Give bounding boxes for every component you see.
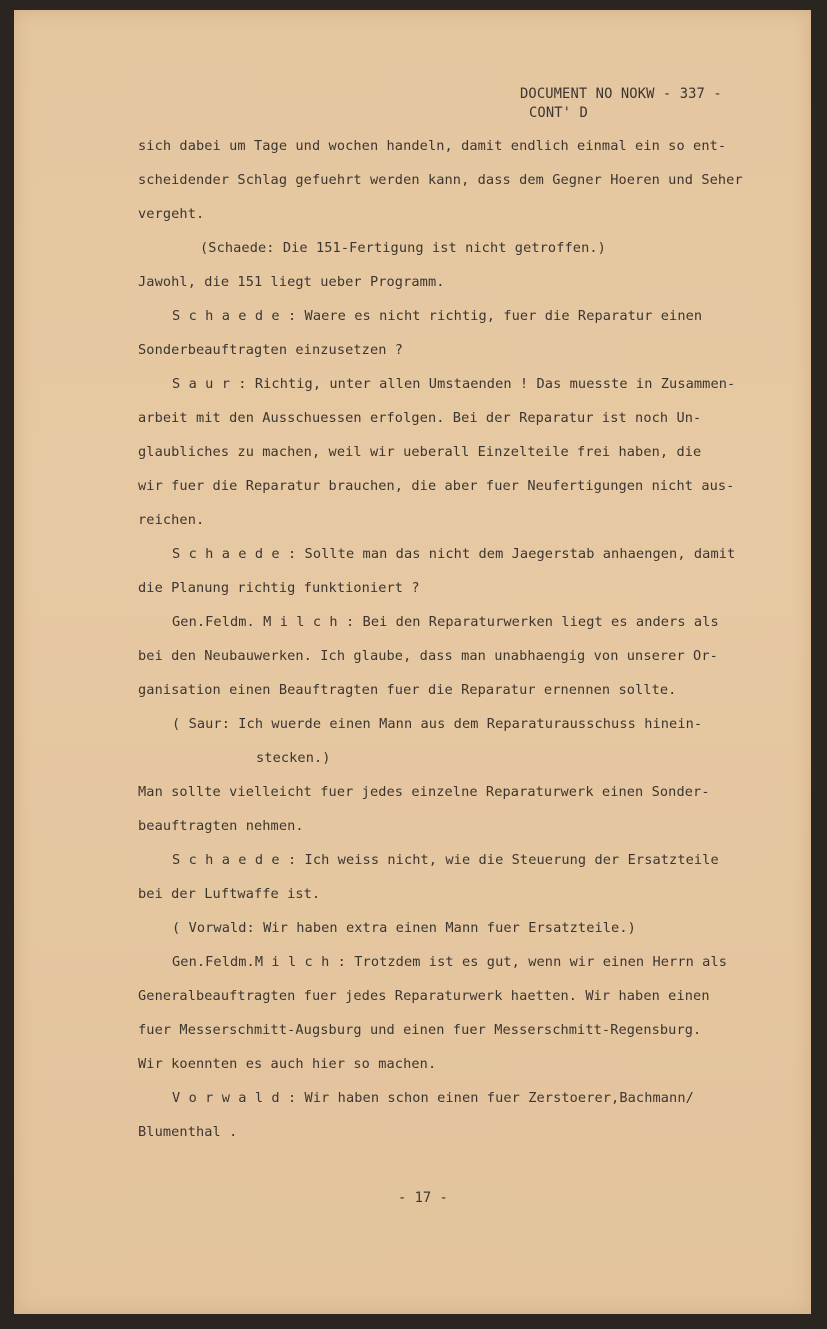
text-line: wir fuer die Reparatur brauchen, die aber fuer Neufertigungen nicht aus- [138, 478, 735, 494]
document-number: DOCUMENT NO NOKW - 337 - [520, 86, 722, 102]
text-line: Man sollte vielleicht fuer jedes einzelne Reparaturwerk einen Sonder- [138, 784, 710, 800]
text-line: sich dabei um Tage und wochen handeln, damit endlich einmal ein so ent- [138, 138, 727, 154]
text-line: V o r w a l d : Wir haben schon einen fuer Zerstoerer,Bachmann/ [172, 1090, 694, 1106]
text-line: S c h a e d e : Waere es nicht richtig, fuer die Reparatur einen [172, 308, 703, 324]
text-line: ( Saur: Ich wuerde einen Mann aus dem Reparaturausschuss hinein- [172, 716, 703, 732]
document-page [14, 10, 811, 1314]
text-line: scheidender Schlag gefuehrt werden kann, dass dem Gegner Hoeren und Seher [138, 172, 743, 188]
text-line: reichen. [138, 512, 205, 528]
text-line: Jawohl, die 151 liegt ueber Programm. [138, 274, 445, 290]
text-line: Blumenthal . [138, 1124, 238, 1140]
text-line: S c h a e d e : Sollte man das nicht dem Jaegerstab anhaengen, damit [172, 546, 736, 562]
text-line: bei der Luftwaffe ist. [138, 886, 321, 902]
text-line: bei den Neubauwerken. Ich glaube, dass man unabhaengig von unserer Or- [138, 648, 718, 664]
text-line: stecken.) [256, 750, 331, 766]
text-line: ( Vorwald: Wir haben extra einen Mann fuer Ersatzteile.) [172, 920, 636, 936]
text-line: glaubliches zu machen, weil wir ueberall Einzelteile frei haben, die [138, 444, 702, 460]
text-line: Sonderbeauftragten einzusetzen ? [138, 342, 404, 358]
text-line: Gen.Feldm. M i l c h : Bei den Reparaturwerken liegt es anders als [172, 614, 719, 630]
page-number: - 17 - [398, 1190, 448, 1206]
text-line: Wir koennten es auch hier so machen. [138, 1056, 437, 1072]
text-line: S c h a e d e : Ich weiss nicht, wie die Steuerung der Ersatzteile [172, 852, 719, 868]
text-line: ganisation einen Beauftragten fuer die Reparatur ernennen sollte. [138, 682, 677, 698]
text-line: (Schaede: Die 151-Fertigung ist nicht getroffen.) [200, 240, 606, 256]
text-line: fuer Messerschmitt-Augsburg und einen fuer Messerschmitt-Regensburg. [138, 1022, 702, 1038]
text-line: vergeht. [138, 206, 205, 222]
continuation-marker: CONT' D [529, 105, 588, 121]
text-line: S a u r : Richtig, unter allen Umstaenden ! Das muesste in Zusammen- [172, 376, 736, 392]
text-line: Gen.Feldm.M i l c h : Trotzdem ist es gut, wenn wir einen Herrn als [172, 954, 728, 970]
text-line: arbeit mit den Ausschuessen erfolgen. Bei der Reparatur ist noch Un- [138, 410, 702, 426]
text-line: Generalbeauftragten fuer jedes Reparaturwerk haetten. Wir haben einen [138, 988, 710, 1004]
text-line: beauftragten nehmen. [138, 818, 304, 834]
text-line: die Planung richtig funktioniert ? [138, 580, 420, 596]
